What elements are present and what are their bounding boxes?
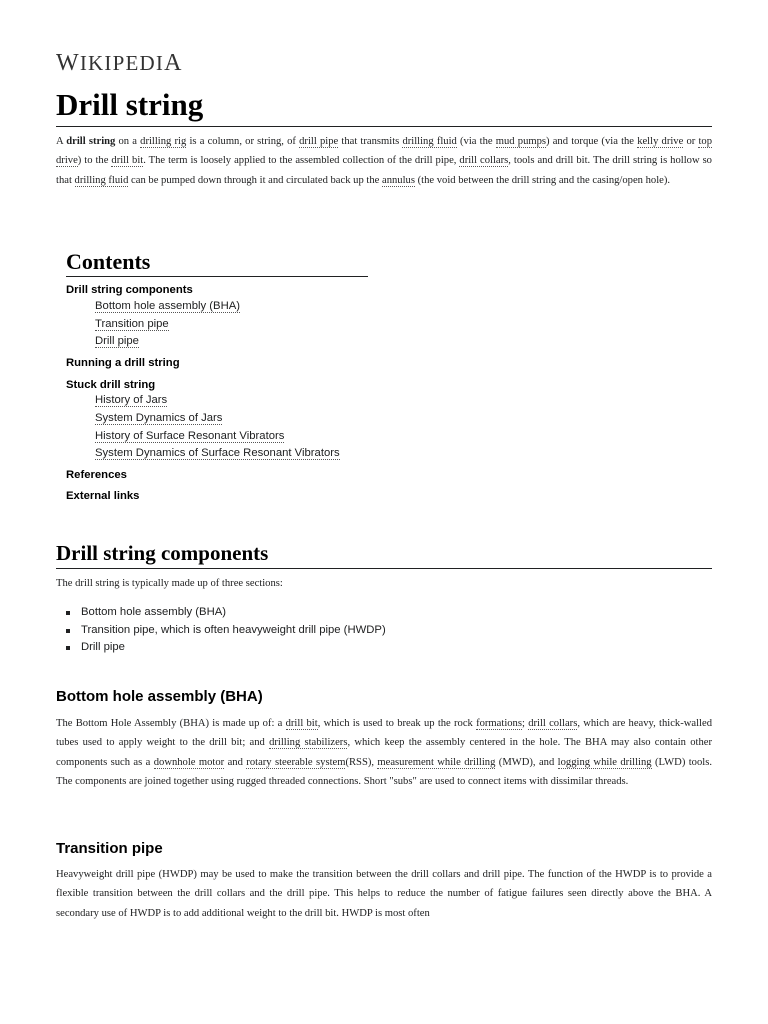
text-run: , which is used to break up the rock — [317, 718, 477, 729]
list-item-label: Transition pipe, which is often heavyweight drill pipe (HWDP) — [81, 623, 386, 636]
toc-item[interactable] — [95, 394, 167, 406]
article-link[interactable]: drilling fluid — [402, 136, 457, 147]
list-item — [66, 622, 386, 640]
article-link[interactable]: drilling stabilizers — [269, 737, 348, 749]
toc-item[interactable] — [66, 357, 180, 369]
text-run: , tools and drill bit. The drill string is hollow so that — [56, 155, 712, 186]
toc-item-label: System Dynamics of Jars — [95, 412, 223, 424]
article-link[interactable]: drill collars — [528, 718, 578, 729]
page-title: Drill string — [56, 87, 204, 122]
toc-item-label: External links — [66, 490, 140, 502]
text-run: A — [56, 136, 67, 147]
wordmark-middle: IKIPEDI — [79, 51, 165, 75]
text-run: The Bottom Hole Assembly (BHA) is made up of: a — [56, 718, 286, 729]
toc-item-label: Running a drill string — [66, 357, 180, 369]
toc-item-label: System Dynamics of Surface Resonant Vibrators — [95, 447, 340, 459]
toc-item-label: Transition pipe — [95, 318, 169, 330]
article-link[interactable]: drilling fluid — [74, 174, 129, 186]
text-run: (via the — [456, 136, 496, 147]
text-run: ) and torque (via the — [546, 136, 638, 147]
list-item-label: Drill pipe — [81, 641, 125, 653]
article-link[interactable]: mud pumps — [495, 136, 547, 147]
wordmark-initial: W — [56, 50, 80, 76]
wikipedia-wordmark[interactable] — [56, 50, 183, 77]
toc-item[interactable] — [66, 490, 139, 502]
toc-item[interactable] — [66, 469, 127, 481]
text-run: that transmits — [338, 136, 403, 147]
transition-paragraph — [56, 865, 712, 923]
toc-item[interactable] — [66, 284, 193, 296]
bha-text — [56, 714, 712, 792]
components-lead-text: The drill string is typically made up of three sections: — [56, 578, 283, 589]
list-item-label: Bottom hole assembly (BHA) — [81, 606, 227, 618]
toc-title: Contents — [66, 249, 151, 274]
article-link[interactable]: drill bit — [285, 718, 318, 729]
transition-text: Heavyweight drill pipe (HWDP) may be used to make the transition between the drill collars and drill pipe. The function of the HWDP is to provide a flexible transition between the drill collars and the drill pipe. This helps to reduce the number of fatigue failures seen directly above the BHA. A secondary use of HWDP is to add additional weight to the drill bit. HWDP is most often — [56, 869, 712, 919]
text-run: , which are heavy, thick-walled tubes used to apply weight to the drill bit; and — [56, 718, 712, 749]
intro-paragraph — [56, 132, 712, 190]
text-run: ) to the — [77, 155, 112, 167]
wordmark-final: A — [164, 50, 183, 76]
article-link[interactable]: measurement while drilling — [377, 756, 496, 768]
article-link[interactable]: drilling rig — [140, 136, 187, 147]
toc-divider — [66, 276, 368, 277]
table-of-contents — [66, 248, 368, 502]
toc-item[interactable] — [95, 335, 139, 347]
list-item — [66, 604, 386, 622]
article-link[interactable]: drill collars — [459, 155, 509, 167]
article-link[interactable]: top drive — [56, 136, 713, 167]
toc-item-label: History of Jars — [95, 394, 168, 406]
text-run: . The term is loosely applied to the assembled collection of the drill pipe, — [143, 155, 460, 167]
toc-item-label: Bottom hole assembly (BHA) — [95, 300, 241, 312]
bha-paragraph — [56, 714, 712, 792]
toc-item[interactable] — [66, 379, 155, 391]
toc-item-label: History of Surface Resonant Vibrators — [95, 430, 285, 442]
text-run: (the void between the drill string and the casing/open hole). — [414, 174, 671, 186]
toc-item-label: Drill pipe — [95, 335, 139, 347]
article-link[interactable]: formations — [476, 718, 522, 729]
text-run: on a — [115, 136, 141, 147]
text-run: (MWD), and — [495, 756, 558, 768]
toc-item[interactable] — [95, 412, 222, 424]
text-run: , which keep the assembly centered in the hole. The BHA may also contain other components such as a — [56, 737, 712, 768]
article-link[interactable]: annulus — [382, 174, 415, 186]
article-link[interactable]: drill pipe — [299, 136, 339, 147]
text-run: can be pumped down through it and circulated back up the — [128, 174, 382, 186]
components-list — [66, 604, 386, 657]
bullet-icon — [66, 646, 70, 650]
subsection-heading-bha: Bottom hole assembly (BHA) — [56, 688, 263, 705]
article-link[interactable]: drill bit — [111, 155, 144, 167]
article-link[interactable]: rotary steerable system — [246, 756, 346, 768]
toc-item-label: Drill string components — [66, 284, 193, 296]
components-lead — [56, 574, 712, 593]
text-run: ; — [521, 718, 529, 729]
text-run: (RSS), — [345, 756, 378, 768]
toc-item-label: Stuck drill string — [66, 379, 156, 391]
article-link[interactable]: logging while drilling — [557, 756, 652, 768]
section-divider — [56, 568, 712, 569]
intro-text — [56, 132, 712, 190]
toc-item[interactable] — [95, 318, 169, 330]
title-divider — [56, 126, 712, 127]
text-run: (LWD) tools. The components are joined together using rugged threaded connections. Short "subs" are used to connect items with dissimilar threads. — [56, 756, 712, 788]
toc-item[interactable] — [95, 300, 240, 312]
article-link[interactable]: kelly drive — [637, 136, 684, 147]
toc-item[interactable] — [95, 430, 284, 442]
toc-item-label: References — [66, 469, 127, 481]
text-run: is a column, or string, of — [186, 136, 300, 147]
text-run: and — [224, 756, 247, 768]
bullet-icon — [66, 611, 70, 615]
bullet-icon — [66, 629, 70, 633]
section-heading-components: Drill string components — [56, 541, 269, 565]
list-item — [66, 639, 386, 657]
subsection-heading-transition: Transition pipe — [56, 840, 163, 857]
bold-term: drill string — [66, 136, 116, 147]
article-link[interactable]: downhole motor — [153, 756, 225, 768]
text-run: or — [683, 136, 699, 147]
toc-item[interactable] — [95, 447, 340, 459]
